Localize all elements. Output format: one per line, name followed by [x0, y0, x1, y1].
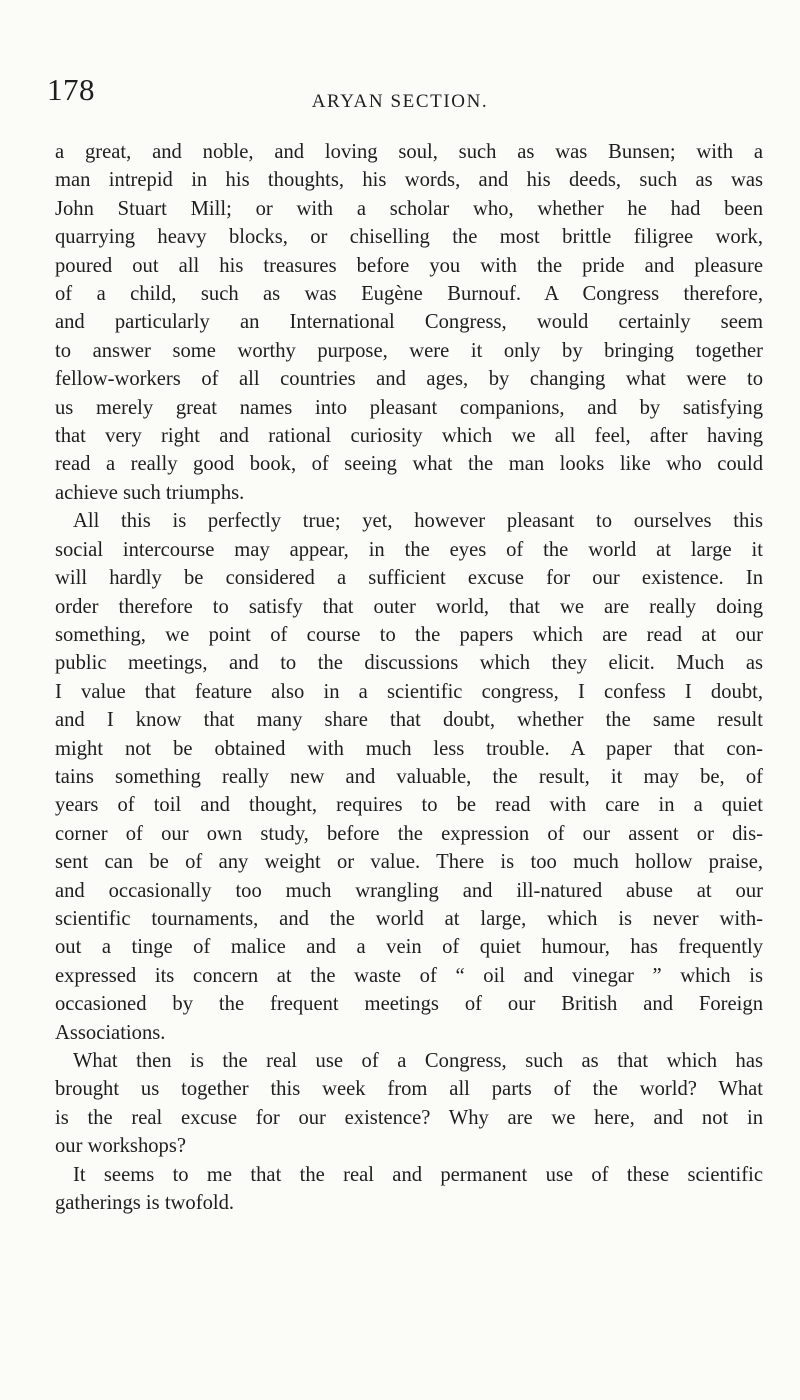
text-line: All this is perfectly true; yet, however pleasant to ourselves this: [73, 510, 763, 533]
text-line: our workshops?: [55, 1135, 186, 1158]
text-line: sent can be of any weight or value. There is too much hollow praise,: [55, 851, 763, 874]
text-line: Associations.: [55, 1021, 166, 1044]
text-line: expressed its concern at the waste of “ oil and vinegar ” which is: [55, 964, 763, 987]
text-line: achieve such triumphs.: [55, 481, 245, 504]
text-line: tains something really new and valuable, the result, it may be, of: [55, 765, 763, 788]
text-line: to answer some worthy purpose, were it only by bringing together: [55, 339, 763, 362]
text-line: out a tinge of malice and a vein of quiet humour, has frequently: [55, 936, 763, 959]
text-line: order therefore to satisfy that outer world, that we are really doing: [55, 595, 763, 618]
running-title: ARYAN SECTION.: [311, 91, 489, 112]
text-line: What then is the real use of a Congress, such as that which has: [73, 1050, 763, 1072]
text-line: I value that feature also in a scientific congress, I confess I doubt,: [55, 680, 763, 703]
text-line: and particularly an International Congress, would certainly seem: [55, 311, 763, 334]
text-line: that very right and rational curiosity which we all feel, after having: [55, 425, 763, 448]
page-number: 178: [47, 72, 95, 107]
text-line: quarrying heavy blocks, or chiselling the most brittle filigree work,: [55, 226, 763, 249]
body-text: [55, 138, 763, 1217]
text-line: years of toil and thought, requires to be read with care in a quiet: [55, 794, 763, 817]
text-line: read a really good book, of seeing what the man looks like who could: [55, 453, 763, 476]
text-line: brought us together this week from all parts of the world? What: [55, 1078, 763, 1101]
text-line: of a child, such as was Eugène Burnouf. A Congress therefore,: [55, 283, 763, 306]
text-line: and occasionally too much wrangling and ill-natured abuse at our: [55, 879, 763, 902]
text-line: fellow-workers of all countries and ages, by changing what were to: [55, 368, 763, 391]
text-line: It seems to me that the real and permanent use of these scientific: [73, 1163, 763, 1186]
text-line: scientific tournaments, and the world at large, which is never with-: [55, 907, 763, 930]
text-line: and I know that many share that doubt, whether the same result: [55, 709, 763, 732]
text-line: social intercourse may appear, in the eyes of the world at large it: [55, 538, 763, 561]
text-line: corner of our own study, before the expression of our assent or dis-: [55, 822, 763, 845]
text-line: gatherings is twofold.: [55, 1192, 235, 1215]
text-line: John Stuart Mill; or with a scholar who, whether he had been: [55, 197, 763, 220]
text-line: might not be obtained with much less trouble. A paper that con-: [55, 737, 763, 760]
text-line: man intrepid in his thoughts, his words, and his deeds, such as was: [55, 169, 763, 192]
text-line: something, we point of course to the papers which are read at our: [55, 623, 763, 646]
text-line: will hardly be considered a sufficient excuse for our existence. In: [55, 567, 763, 590]
text-line: occasioned by the frequent meetings of our British and Foreign: [55, 993, 763, 1016]
text-line: is the real excuse for our existence? Why are we here, and not in: [55, 1106, 763, 1129]
text-line: us merely great names into pleasant companions, and by satisfying: [55, 396, 763, 419]
text-line: poured out all his treasures before you with the pride and pleasure: [55, 254, 763, 277]
text-line: a great, and noble, and loving soul, such as was Bunsen; with a: [55, 141, 763, 163]
text-line: public meetings, and to the discussions which they elicit. Much as: [55, 652, 763, 675]
